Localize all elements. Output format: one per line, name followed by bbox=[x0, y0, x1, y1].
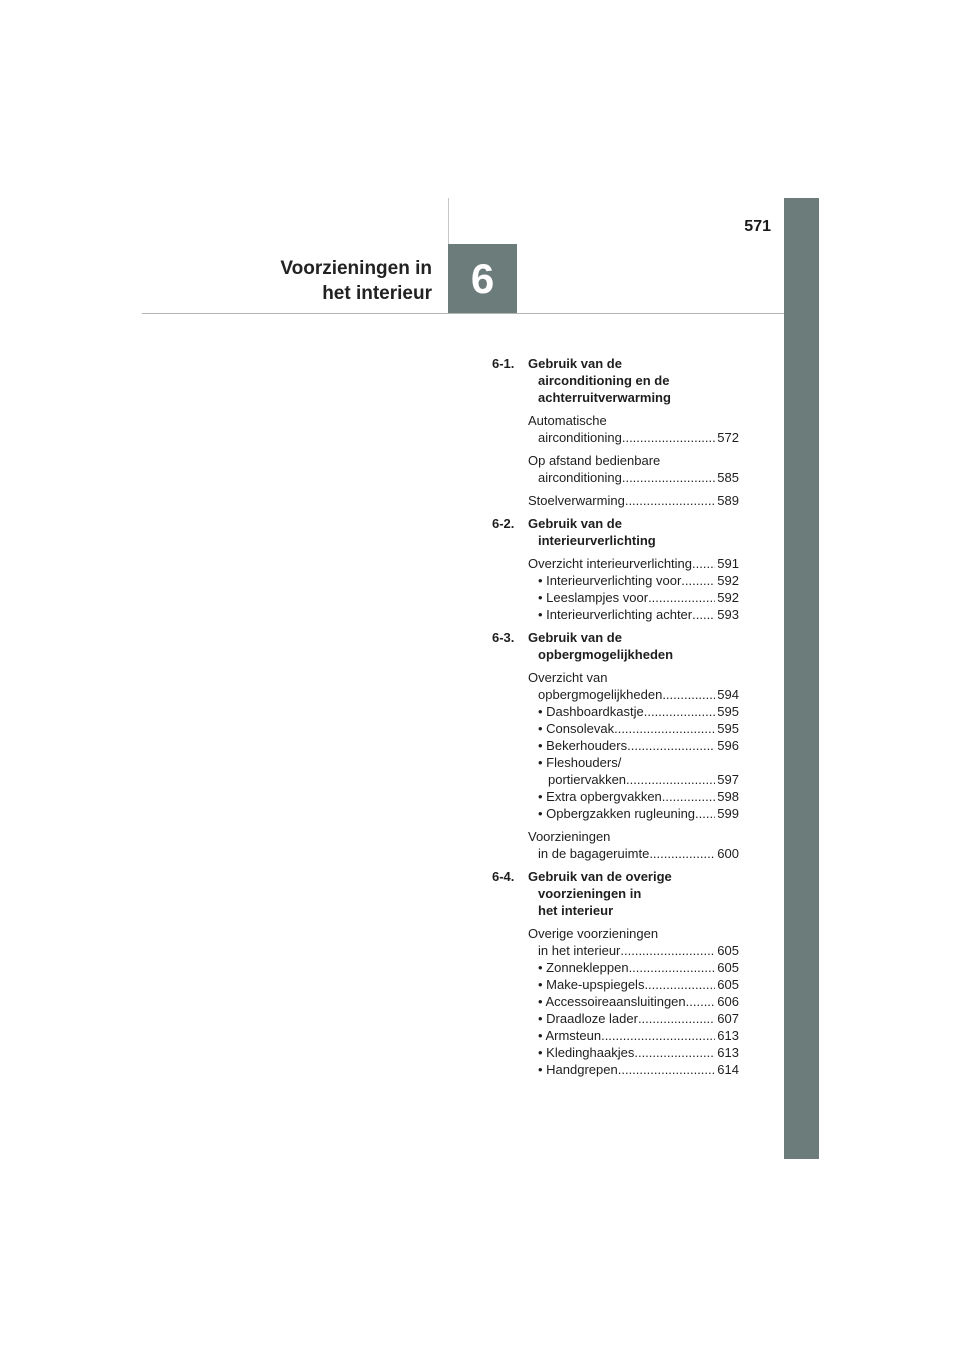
toc-entry-text: Automatische bbox=[528, 413, 607, 428]
toc-entries bbox=[492, 669, 739, 862]
toc-leader-dots bbox=[618, 1061, 716, 1078]
toc-section bbox=[492, 868, 739, 1078]
toc-subentry[interactable] bbox=[528, 1027, 739, 1044]
toc-entry-line bbox=[538, 788, 739, 805]
toc-page-number: 572 bbox=[717, 430, 739, 445]
toc-entry-text: • Consolevak bbox=[538, 721, 615, 736]
toc-section-number: 6-4. bbox=[492, 869, 515, 884]
chapter-title-line-1: Voorzieningen in bbox=[280, 258, 432, 279]
toc-leader-dots bbox=[620, 942, 715, 959]
toc-subentry[interactable] bbox=[528, 993, 739, 1010]
toc-section-number: 6-3. bbox=[492, 630, 515, 645]
toc-page-number: 594 bbox=[717, 687, 739, 702]
toc-page-number: 598 bbox=[717, 789, 739, 804]
toc-section bbox=[492, 355, 739, 509]
toc-subentry[interactable] bbox=[528, 959, 739, 976]
toc-page-number: 606 bbox=[717, 994, 739, 1009]
toc-entry-line bbox=[528, 942, 739, 959]
toc-leader-dots bbox=[692, 555, 715, 572]
header-horizontal-rule bbox=[142, 313, 784, 314]
toc-section-title: Gebruik van de overige bbox=[528, 869, 672, 884]
toc-entry-text: • Accessoireaansluitingen bbox=[538, 994, 686, 1009]
toc-section-heading[interactable] bbox=[492, 355, 739, 406]
toc-entry-line bbox=[528, 492, 739, 509]
toc-entry-text: portiervakken bbox=[548, 772, 627, 787]
toc-entry-line bbox=[538, 589, 739, 606]
toc-entry-line bbox=[538, 959, 739, 976]
toc-entry-text: Overzicht interieurverlichting bbox=[528, 556, 693, 571]
toc-entry-line bbox=[528, 555, 739, 572]
toc-leader-dots bbox=[644, 703, 716, 720]
toc-subentry[interactable] bbox=[528, 720, 739, 737]
toc-leader-dots bbox=[686, 993, 716, 1010]
toc-page-number: 607 bbox=[717, 1011, 739, 1026]
toc-entry[interactable] bbox=[528, 412, 739, 446]
toc-page-number: 585 bbox=[717, 470, 739, 485]
toc-leader-dots bbox=[662, 686, 715, 703]
toc-subentry[interactable] bbox=[528, 805, 739, 822]
toc-section-title: Gebruik van de bbox=[528, 356, 622, 371]
toc-entry-line bbox=[538, 976, 739, 993]
toc-entry-text: • Interieurverlichting voor bbox=[538, 573, 682, 588]
toc-section-title: Gebruik van de bbox=[528, 516, 622, 531]
toc-entry-line bbox=[538, 606, 739, 623]
toc-entry-text: airconditioning bbox=[538, 470, 622, 485]
toc-entry-text: Overzicht van bbox=[528, 670, 608, 685]
toc-page-number: 596 bbox=[717, 738, 739, 753]
toc-entry-line bbox=[538, 993, 739, 1010]
toc-entry-text: • Extra opbergvakken bbox=[538, 789, 662, 804]
toc-entry-text: • Armsteun bbox=[538, 1028, 602, 1043]
toc-subentry[interactable] bbox=[528, 976, 739, 993]
toc-leader-dots bbox=[692, 606, 715, 623]
toc-section-title: airconditioning en de bbox=[538, 373, 670, 388]
toc-entry-line bbox=[528, 469, 739, 486]
toc-section-title: interieurverlichting bbox=[538, 533, 656, 548]
toc-entry-line bbox=[538, 805, 739, 822]
chapter-side-tab bbox=[784, 198, 819, 1159]
toc-entry-text: Op afstand bedienbare bbox=[528, 453, 661, 468]
toc-page-number: 605 bbox=[717, 943, 739, 958]
toc-subentry[interactable] bbox=[528, 606, 739, 623]
toc-subentries bbox=[528, 959, 739, 1078]
toc-subentries bbox=[528, 572, 739, 623]
toc-subentry[interactable] bbox=[528, 754, 739, 788]
toc-entry-line bbox=[538, 572, 739, 589]
toc-subentry[interactable] bbox=[528, 788, 739, 805]
toc-entry-text: • Draadloze lader bbox=[538, 1011, 638, 1026]
toc-leader-dots bbox=[662, 788, 716, 805]
toc-leader-dots bbox=[649, 845, 715, 862]
toc-leader-dots bbox=[627, 737, 715, 754]
toc-page-number: 613 bbox=[717, 1028, 739, 1043]
toc-entry-line bbox=[528, 845, 739, 862]
toc-section-title: achterruitverwarming bbox=[538, 390, 671, 405]
toc-page-number: 605 bbox=[717, 977, 739, 992]
toc-leader-dots bbox=[681, 572, 715, 589]
toc-subentry[interactable] bbox=[528, 737, 739, 754]
toc-subentry[interactable] bbox=[528, 572, 739, 589]
toc-page-number: 613 bbox=[717, 1045, 739, 1060]
toc-section-title: opbergmogelijkheden bbox=[538, 647, 674, 662]
toc-entry-line bbox=[538, 1061, 739, 1078]
toc-entry-text: Stoelverwarming bbox=[528, 493, 625, 508]
toc-entry-line bbox=[538, 771, 739, 788]
chapter-title bbox=[200, 256, 432, 306]
toc-entry[interactable] bbox=[528, 555, 739, 572]
toc-page-number: 614 bbox=[717, 1062, 739, 1077]
toc-entry-line bbox=[528, 686, 739, 703]
toc-entry-text: Voorzieningen bbox=[528, 829, 611, 844]
toc-leader-dots bbox=[625, 492, 715, 509]
toc-leader-dots bbox=[638, 1010, 715, 1027]
toc-leader-dots bbox=[648, 589, 715, 606]
toc-entry-line bbox=[528, 429, 739, 446]
toc-entry-text: airconditioning bbox=[538, 430, 622, 445]
toc-entry-text: • Dashboardkastje bbox=[538, 704, 644, 719]
toc-entry-text: • Zonnekleppen bbox=[538, 960, 629, 975]
toc-leader-dots bbox=[622, 469, 715, 486]
toc-leader-dots bbox=[644, 976, 715, 993]
toc-subentries bbox=[528, 703, 739, 822]
toc-entry-text: in de bagageruimte bbox=[538, 846, 650, 861]
toc-entry-text: • Handgrepen bbox=[538, 1062, 618, 1077]
header-vertical-rule bbox=[448, 198, 449, 244]
toc-entry[interactable] bbox=[528, 828, 739, 862]
toc-entry-text: Overige voorzieningen bbox=[528, 926, 659, 941]
toc-leader-dots bbox=[614, 720, 715, 737]
toc-leader-dots bbox=[629, 959, 716, 976]
toc-subentry[interactable] bbox=[528, 1061, 739, 1078]
toc-page-number: 595 bbox=[717, 704, 739, 719]
chapter-number-box bbox=[448, 244, 517, 313]
toc-section-number: 6-2. bbox=[492, 516, 515, 531]
toc-entries bbox=[492, 555, 739, 623]
toc-leader-dots bbox=[695, 805, 715, 822]
toc-entry[interactable] bbox=[528, 492, 739, 509]
toc-section-heading[interactable] bbox=[492, 868, 739, 919]
toc-page-number: 600 bbox=[717, 846, 739, 861]
toc-subentry[interactable] bbox=[528, 703, 739, 720]
toc-section-heading[interactable] bbox=[492, 629, 739, 663]
toc-entry-text: • Bekerhouders bbox=[538, 738, 628, 753]
toc-entry-text: • Fleshouders/ bbox=[538, 755, 622, 770]
toc-page-number: 593 bbox=[717, 607, 739, 622]
toc-entry[interactable] bbox=[528, 669, 739, 703]
toc-entry-line bbox=[538, 1010, 739, 1027]
toc-entry-text: • Opbergzakken rugleuning bbox=[538, 806, 696, 821]
table-of-contents bbox=[492, 355, 739, 1084]
toc-entries bbox=[492, 925, 739, 1078]
toc-leader-dots bbox=[601, 1027, 715, 1044]
toc-entry-text: • Interieurverlichting achter bbox=[538, 607, 693, 622]
toc-entry-line bbox=[538, 1027, 739, 1044]
toc-entry[interactable] bbox=[528, 452, 739, 486]
toc-page-number: 605 bbox=[717, 960, 739, 975]
toc-section-heading[interactable] bbox=[492, 515, 739, 549]
toc-entry-line bbox=[538, 703, 739, 720]
toc-entries bbox=[492, 412, 739, 509]
toc-section-title: het interieur bbox=[538, 903, 614, 918]
chapter-number: 6 bbox=[470, 255, 495, 302]
toc-entry[interactable] bbox=[528, 925, 739, 959]
toc-section-title: Gebruik van de bbox=[528, 630, 622, 645]
toc-section-title: voorzieningen in bbox=[538, 886, 642, 901]
toc-entry-line bbox=[538, 1044, 739, 1061]
toc-entry-text: • Kledinghaakjes bbox=[538, 1045, 635, 1060]
toc-page-number: 589 bbox=[717, 493, 739, 508]
toc-section-number: 6-1. bbox=[492, 356, 515, 371]
toc-page-number: 592 bbox=[717, 590, 739, 605]
toc-subentry[interactable] bbox=[528, 1010, 739, 1027]
toc-leader-dots bbox=[626, 771, 715, 788]
toc-page-number: 591 bbox=[717, 556, 739, 571]
toc-subentry[interactable] bbox=[528, 1044, 739, 1061]
toc-section bbox=[492, 515, 739, 623]
toc-page-number: 595 bbox=[717, 721, 739, 736]
toc-entry-text: • Make-upspiegels bbox=[538, 977, 645, 992]
page-number: 571 bbox=[744, 218, 771, 235]
toc-page-number: 592 bbox=[717, 573, 739, 588]
toc-page-number: 597 bbox=[717, 772, 739, 787]
toc-entry-text: opbergmogelijkheden bbox=[538, 687, 663, 702]
toc-leader-dots bbox=[622, 429, 715, 446]
toc-entry-text: in het interieur bbox=[538, 943, 621, 958]
toc-entry-line bbox=[538, 720, 739, 737]
toc-entry-text: • Leeslampjes voor bbox=[538, 590, 649, 605]
toc-section bbox=[492, 629, 739, 862]
chapter-title-line-2: het interieur bbox=[322, 283, 432, 304]
toc-leader-dots bbox=[634, 1044, 715, 1061]
toc-subentry[interactable] bbox=[528, 589, 739, 606]
toc-page-number: 599 bbox=[717, 806, 739, 821]
toc-entry-line bbox=[538, 737, 739, 754]
